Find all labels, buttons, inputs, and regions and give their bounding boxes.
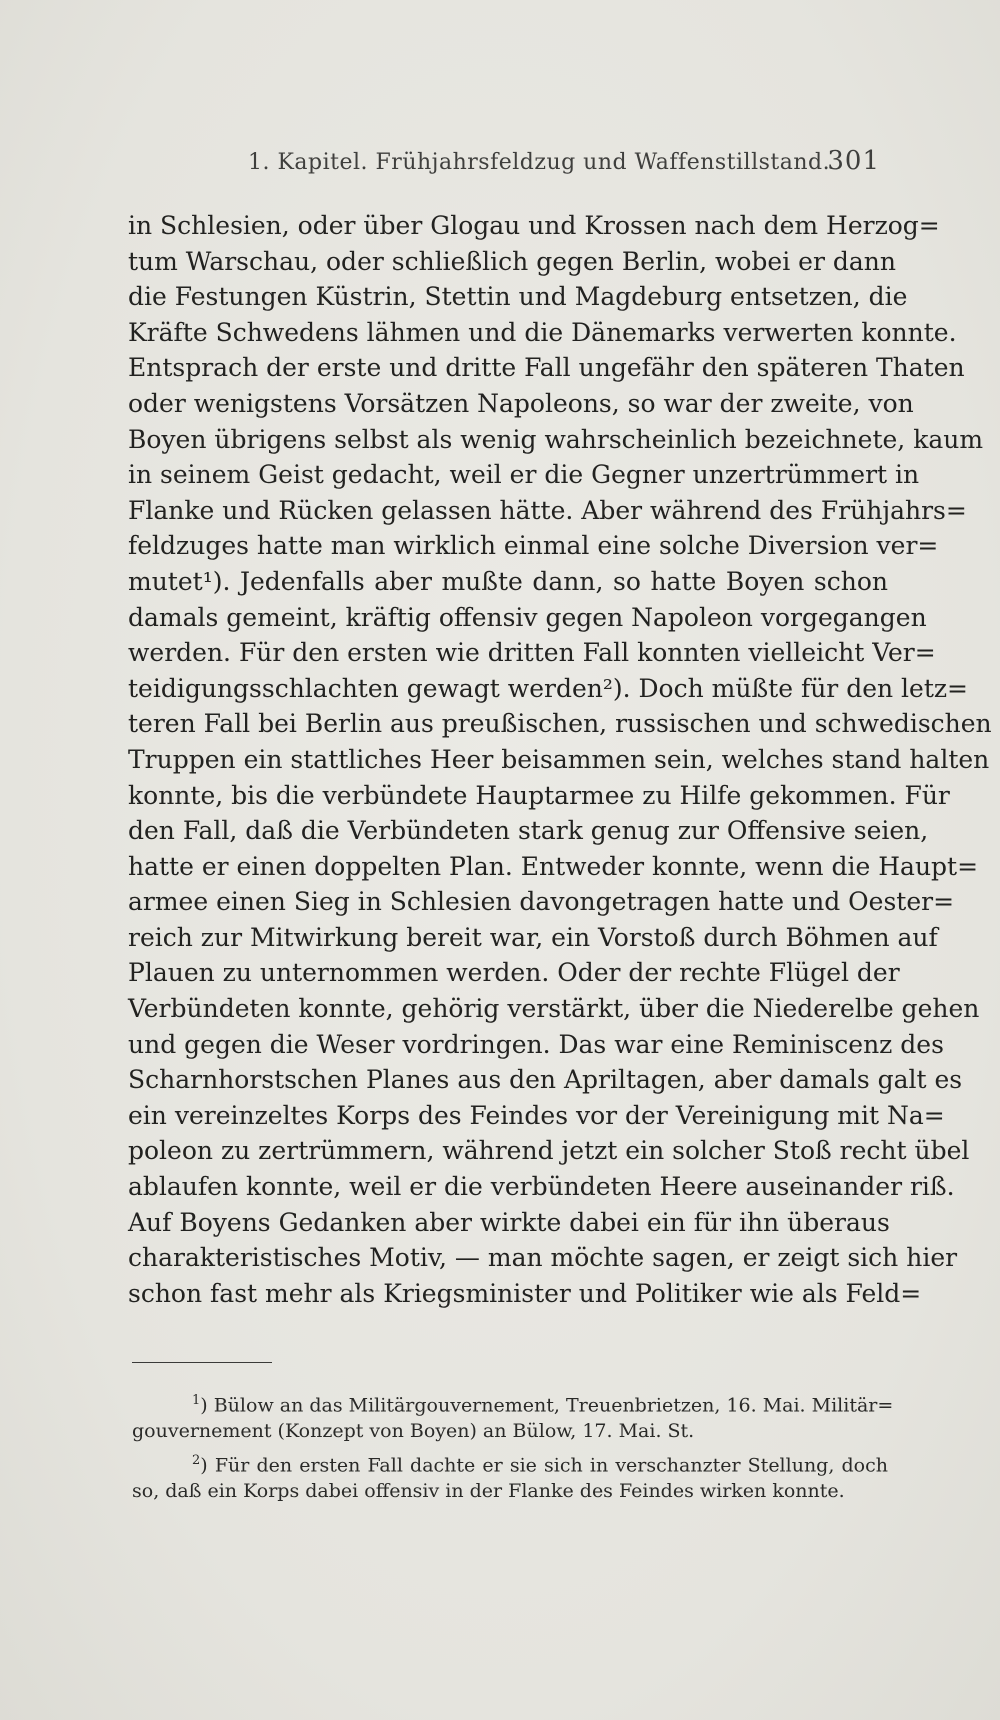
footnote-text: ) Bülow an das Militärgouvernement, Treuenbrietzen, 16. Mai. Militär= xyxy=(200,1394,894,1417)
text-line: feldzuges hatte man wirklich einmal eine solche Diversion ver= xyxy=(128,531,939,561)
text-line: in seinem Geist gedacht, weil er die Gegner unzertrümmert in xyxy=(128,460,920,490)
footnote-text: gouvernement (Konzept von Boyen) an Bülow, 17. Mai. St. xyxy=(132,1420,695,1442)
text-line: werden. Für den ersten wie dritten Fall konnten vielleicht Ver= xyxy=(128,638,936,668)
running-header xyxy=(128,146,880,182)
text-line: charakteristisches Motiv, — man möchte sagen, er zeigt sich hier xyxy=(128,1243,958,1273)
text-line: reich zur Mitwirkung bereit war, ein Vorstoß durch Böhmen auf xyxy=(128,922,938,952)
text-line: ablaufen konnte, weil er die verbündeten Heere auseinander riß. xyxy=(128,1172,955,1202)
text-line: schon fast mehr als Kriegsminister und Politiker wie als Feld= xyxy=(128,1278,922,1308)
text-line: Truppen ein stattliches Heer beisammen sein, welches stand halten xyxy=(128,744,990,774)
footnote-2-line xyxy=(132,1446,888,1476)
text-line: mutet¹). Jedenfalls aber mußte dann, so hatte Boyen schon xyxy=(128,566,888,596)
text-line: konnte, bis die verbündete Hauptarmee zu Hilfe gekommen. Für xyxy=(128,780,950,810)
text-line: und gegen die Weser vordringen. Das war eine Reminiscenz des xyxy=(128,1029,944,1059)
footnote-2-line xyxy=(132,1476,888,1506)
footnote-1-line xyxy=(132,1386,894,1417)
text-line: hatte er einen doppelten Plan. Entweder konnte, wenn die Haupt= xyxy=(128,851,979,881)
text-line: poleon zu zertrümmern, während jetzt ein solcher Stoß recht übel xyxy=(128,1136,970,1166)
text-line: armee einen Sieg in Schlesien davongetragen hatte und Oester= xyxy=(128,887,955,917)
chapter-title: 1. Kapitel. Frühjahrsfeldzug und Waffenstillstand. xyxy=(248,150,831,175)
text-line: Plauen zu unternommen werden. Oder der rechte Flügel der xyxy=(128,958,900,988)
footnote-marker: 2 xyxy=(192,1453,201,1468)
text-line: tum Warschau, oder schließlich gegen Berlin, wobei er dann xyxy=(128,246,896,276)
text-line: die Festungen Küstrin, Stettin und Magdeburg entsetzen, die xyxy=(128,282,908,312)
text-line: oder wenigstens Vorsätzen Napoleons, so war der zweite, von xyxy=(128,388,914,418)
text-line: Flanke und Rücken gelassen hätte. Aber während des Frühjahrs= xyxy=(128,495,967,525)
text-line: Auf Boyens Gedanken aber wirkte dabei ein für ihn überaus xyxy=(128,1207,890,1237)
footnote-marker: 1 xyxy=(192,1393,201,1408)
text-line: Verbündeten konnte, gehörig verstärkt, über die Niederelbe gehen xyxy=(128,994,980,1024)
page-number: 301 xyxy=(827,146,880,176)
footnote-text: ) Für den ersten Fall dachte er sie sich in verschanzter Stellung, doch xyxy=(200,1454,888,1477)
footnote-1-line xyxy=(132,1416,888,1446)
text-line: damals gemeint, kräftig offensiv gegen Napoleon vorgegangen xyxy=(128,602,927,632)
text-line: den Fall, daß die Verbündeten stark genug zur Offensive seien, xyxy=(128,816,929,846)
text-line: in Schlesien, oder über Glogau und Krossen nach dem Herzog= xyxy=(128,211,940,240)
body-text xyxy=(128,208,992,1311)
footnote-separator xyxy=(132,1362,272,1363)
text-line: Scharnhorstschen Planes aus den Apriltagen, aber damals galt es xyxy=(128,1065,963,1095)
text-line: Entsprach der erste und dritte Fall ungefähr den späteren Thaten xyxy=(128,353,965,383)
text-line: Kräfte Schwedens lähmen und die Dänemarks verwerten konnte. xyxy=(128,317,957,347)
text-line: Boyen übrigens selbst als wenig wahrscheinlich bezeichnete, kaum xyxy=(128,424,984,454)
text-line: ein vereinzeltes Korps des Feindes vor der Vereinigung mit Na= xyxy=(128,1100,945,1130)
text-line: teidigungsschlachten gewagt werden²). Doch müßte für den letz= xyxy=(128,673,969,703)
footnote-text: so, daß ein Korps dabei offensiv in der Flanke des Feindes wirken konnte. xyxy=(132,1480,845,1502)
footnotes xyxy=(132,1386,894,1506)
text-line: teren Fall bei Berlin aus preußischen, russischen und schwedischen xyxy=(128,709,992,739)
